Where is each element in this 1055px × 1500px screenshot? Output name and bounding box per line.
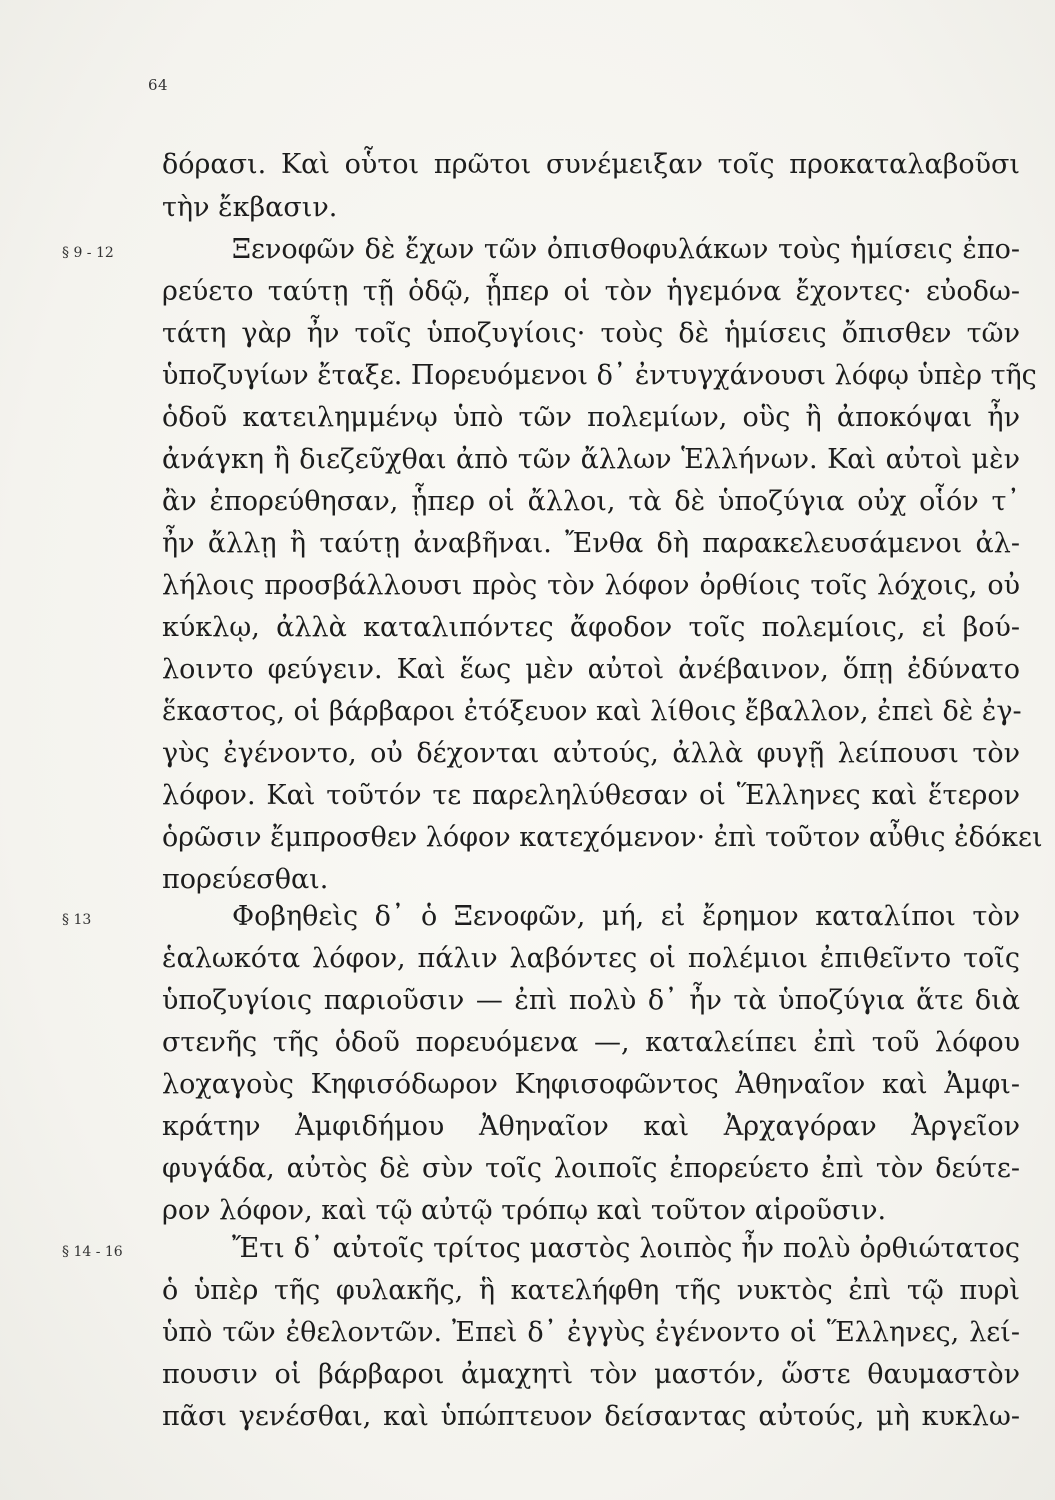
text-line: ἕκαστος, οἱ βάρβαροι ἐτόξευον καὶ λίθοις ἔβαλλον, ἐπεὶ δὲ ἐγ- bbox=[162, 696, 1022, 727]
text-line: δόρασι. Καὶ οὗτοι πρῶτοι συνέμειξαν τοῖς προκαταλαβοῦσι bbox=[162, 149, 1020, 180]
text-line: πᾶσι γενέσθαι, καὶ ὑπώπτευον δείσαντας αὐτούς, μὴ κυκλω- bbox=[162, 1401, 1020, 1432]
text-line: λήλοις προσβάλλουσι πρὸς τὸν λόφον ὀρθίοις τοῖς λόχοις, οὐ bbox=[162, 570, 1020, 601]
text-line: ὑπὸ τῶν ἐθελοντῶν. Ἐπεὶ δ᾽ ἐγγὺς ἐγένοντο οἱ Ἕλληνες, λεί- bbox=[162, 1317, 1020, 1348]
text-line: λόφον. Καὶ τοῦτόν τε παρεληλύθεσαν οἱ Ἕλληνες καὶ ἕτερον bbox=[162, 780, 1020, 811]
text-line: ὁ ὑπὲρ τῆς φυλακῆς, ἣ κατελήφθη τῆς νυκτὸς ἐπὶ τῷ πυρὶ bbox=[162, 1275, 1020, 1306]
text-line: φυγάδα, αὐτὸς δὲ σὺν τοῖς λοιποῖς ἐπορεύετο ἐπὶ τὸν δεύτε- bbox=[162, 1153, 1020, 1184]
text-line: κύκλῳ, ἀλλὰ καταλιπόντες ἄφοδον τοῖς πολεμίοις, εἰ βού- bbox=[162, 612, 1020, 643]
text-line: ὁδοῦ κατειλημμένῳ ὑπὸ τῶν πολεμίων, οὓς ἢ ἀποκόψαι ἦν bbox=[162, 402, 1020, 433]
page-number: 64 bbox=[148, 76, 169, 94]
text-line: Φοβηθεὶς δ᾽ ὁ Ξενοφῶν, μή, εἰ ἔρημον καταλίποι τὸν bbox=[232, 901, 1020, 932]
text-line: ὑποζυγίων ἔταξε. Πορευόμενοι δ᾽ ἐντυγχάνουσι λόφῳ ὑπὲρ τῆς bbox=[162, 360, 1037, 391]
margin-ref-13: § 13 bbox=[62, 912, 92, 928]
text-line: ρον λόφον, καὶ τῷ αὐτῷ τρόπῳ καὶ τοῦτον αἱροῦσιν. bbox=[162, 1195, 887, 1226]
text-line: τάτη γὰρ ἦν τοῖς ὑποζυγίοις· τοὺς δὲ ἡμίσεις ὄπισθεν τῶν bbox=[162, 318, 1020, 349]
text-line: λοιντο φεύγειν. Καὶ ἕως μὲν αὐτοὶ ἀνέβαινον, ὅπῃ ἐδύνατο bbox=[162, 654, 1020, 685]
text-line: Ξενοφῶν δὲ ἔχων τῶν ὀπισθοφυλάκων τοὺς ἡμίσεις ἐπο- bbox=[232, 234, 1020, 265]
text-line: ἀνάγκη ἢ διεζεῦχθαι ἀπὸ τῶν ἄλλων Ἑλλήνων. Καὶ αὐτοὶ μὲν bbox=[162, 444, 1020, 475]
margin-ref-9-12: § 9 - 12 bbox=[62, 245, 114, 261]
text-line: ἂν ἐπορεύθησαν, ᾗπερ οἱ ἄλλοι, τὰ δὲ ὑποζύγια οὐχ οἷόν τ᾽ bbox=[162, 486, 1020, 517]
margin-ref-14-16: § 14 - 16 bbox=[62, 1244, 123, 1260]
text-line: κράτην Ἀμφιδήμου Ἀθηναῖον καὶ Ἀρχαγόραν Ἀργεῖον bbox=[162, 1111, 1020, 1142]
text-line: στενῆς τῆς ὁδοῦ πορευόμενα —, καταλείπει ἐπὶ τοῦ λόφου bbox=[162, 1027, 1020, 1058]
text-line: γὺς ἐγένοντο, οὐ δέχονται αὐτούς, ἀλλὰ φυγῇ λείπουσι τὸν bbox=[162, 738, 1020, 769]
text-line: ὑποζυγίοις παριοῦσιν — ἐπὶ πολὺ δ᾽ ἦν τὰ ὑποζύγια ἅτε διὰ bbox=[162, 985, 1020, 1016]
text-line: τὴν ἔκβασιν. bbox=[162, 192, 338, 223]
text-line: ἑαλωκότα λόφον, πάλιν λαβόντες οἱ πολέμιοι ἐπιθεῖντο τοῖς bbox=[162, 943, 1020, 974]
text-line: λοχαγοὺς Κηφισόδωρον Κηφισοφῶντος Ἀθηναῖον καὶ Ἀμφι- bbox=[162, 1069, 1020, 1100]
text-line: ἦν ἄλλῃ ἢ ταύτῃ ἀναβῆναι. Ἔνθα δὴ παρακελευσάμενοι ἀλ- bbox=[162, 528, 1020, 559]
text-line: πορεύεσθαι. bbox=[162, 864, 329, 895]
text-line: πουσιν οἱ βάρβαροι ἀμαχητὶ τὸν μαστόν, ὥστε θαυμαστὸν bbox=[162, 1359, 1020, 1390]
text-line: Ἔτι δ᾽ αὐτοῖς τρίτος μαστὸς λοιπὸς ἦν πολὺ ὀρθιώτατος bbox=[232, 1233, 1020, 1264]
text-line: ὁρῶσιν ἔμπροσθεν λόφον κατεχόμενον· ἐπὶ τοῦτον αὖθις ἐδόκει bbox=[162, 822, 1043, 853]
text-line: ρεύετο ταύτῃ τῇ ὁδῷ, ᾗπερ οἱ τὸν ἡγεμόνα ἔχοντες· εὐοδω- bbox=[162, 276, 1020, 307]
